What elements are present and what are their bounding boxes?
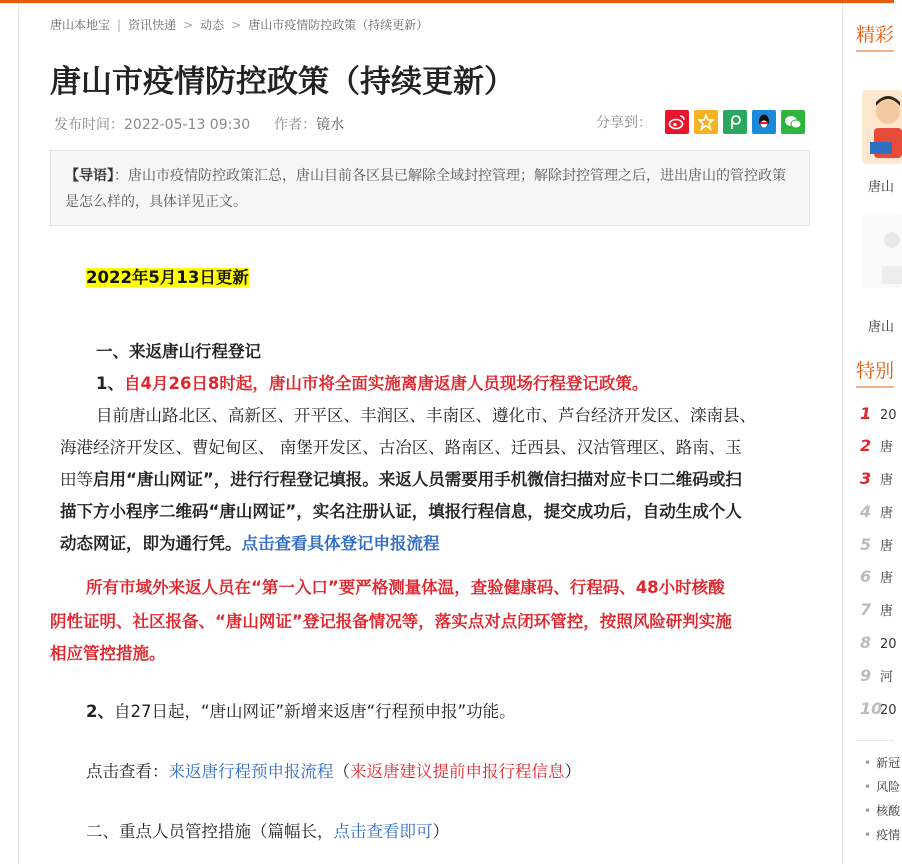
article-meta (54, 114, 344, 134)
share-label: 分享到： (596, 115, 652, 131)
paragraph1-line3b: 启用“唐山网证”，进行行程登记填报。来返人员需要用手机微信扫描对应卡口二维码或扫 (93, 470, 742, 489)
red-notice-line3: 相应管控措施。 (50, 644, 166, 663)
featured-thumbnail-placeholder[interactable] (862, 214, 902, 288)
sidebar-divider (856, 740, 894, 741)
section2-link[interactable]: 点击查看即可 (333, 822, 433, 841)
item1-text: 自4月26日8时起，唐山市将全面实施离唐返唐人员现场行程登记政策。 (123, 374, 649, 393)
breadcrumb-item-dynamic[interactable]: 动态 (200, 18, 225, 32)
rank-item[interactable]: 1 20 (860, 404, 897, 423)
advance-declaration-link[interactable]: 来返唐建议提前申报行程信息 (350, 762, 565, 781)
sidebar-heading-underline (856, 50, 894, 52)
update-heading: 2022年5月13日更新 (86, 268, 249, 287)
rank-item[interactable]: 7 唐 (860, 600, 894, 619)
rank-item[interactable]: 9 河 (860, 666, 894, 685)
right-sidebar (856, 0, 901, 864)
featured-caption-1[interactable]: 唐山 (868, 180, 895, 195)
paragraph1-line3a: 田等 (60, 470, 93, 489)
page-title: 唐山市疫情防控政策（持续更新） (50, 64, 515, 100)
red-notice-line2: 阴性证明、社区报备、“唐山网证”登记报备情况等，落实点对点闭环管控，按照风险研判实施 (50, 612, 732, 631)
section1-title: 一、来返唐山行程登记 (96, 342, 261, 361)
section2-text: 二、重点人员管控措施（篇幅长， (86, 822, 334, 841)
author-value: 镜水 (316, 117, 345, 133)
paragraph1-line4: 描下方小程序二维码“唐山网证”，实名注册认证，填报行程信息，提交成功后，自动生成个人 (60, 502, 742, 521)
item1-prefix: 1、 (96, 374, 124, 393)
pengyou-icon[interactable] (723, 110, 747, 134)
paragraph1-line1: 目前唐山路北区、高新区、开平区、丰润区、丰南区、遵化市、芦台经济开发区、滦南县、 (96, 406, 756, 425)
paren-open: （ (333, 762, 350, 781)
rank-item[interactable]: 6 唐 (860, 567, 894, 586)
pre-declaration-link[interactable]: 来返唐行程预申报流程 (168, 762, 334, 781)
sidebar-list-item[interactable]: • 核酸 (864, 802, 900, 819)
sidebar-list-item[interactable]: • 新冠 (864, 754, 900, 771)
breadcrumb-item-current: 唐山市疫情防控政策（持续更新） (248, 18, 429, 32)
rank-item[interactable]: 2 唐 (860, 436, 894, 455)
rank-item[interactable]: 8 20 (860, 633, 897, 652)
share-bar (596, 110, 805, 134)
qq-icon[interactable] (752, 110, 776, 134)
article-summary (50, 150, 810, 226)
summary-label: 【导语】 (65, 168, 114, 184)
click-view-label: 点击查看： (86, 762, 169, 781)
publish-time-label: 发布时间： (54, 117, 124, 133)
sidebar-heading-special: 特别 (856, 360, 895, 382)
weibo-icon[interactable] (665, 110, 689, 134)
wechat-icon[interactable] (781, 110, 805, 134)
right-divider (842, 3, 843, 864)
paren-close: ） (564, 762, 581, 781)
rank-item[interactable]: 1020 (860, 699, 897, 718)
registration-process-link[interactable]: 点击查看具体登记申报流程 (241, 534, 440, 553)
red-notice-line1: 所有市域外来返人员在“第一入口”要严格测量体温，查验健康码、行程码、48小时核酸 (86, 578, 725, 597)
sidebar-list-item[interactable]: • 疫情 (864, 826, 900, 843)
breadcrumb-separator: > (183, 18, 194, 32)
sidebar-list-item[interactable]: • 风险 (864, 778, 900, 795)
sidebar-heading-featured: 精彩 (856, 24, 895, 46)
publish-time-value: 2022-05-13 09:30 (124, 117, 251, 133)
top-accent-bar (0, 0, 894, 3)
paragraph1-line2: 海港经济开发区、曹妃甸区、 南堡开发区、古冶区、路南区、迁西县、汉沽管理区、路南、玉 (60, 438, 742, 457)
featured-caption-2[interactable]: 唐山 (868, 320, 895, 335)
featured-thumbnail[interactable] (862, 90, 902, 164)
qzone-icon[interactable] (694, 110, 718, 134)
sidebar-heading-underline (856, 386, 894, 388)
breadcrumb-separator: | (117, 18, 122, 32)
summary-text: ：唐山市疫情防控政策汇总，唐山目前各区县已解除全域封控管理；解除封控管理之后，进出唐山的管控政策是怎么样的，具体详见正文。 (65, 168, 786, 210)
paragraph1-line5: 动态网证，即为通行凭。 (60, 534, 242, 553)
rank-item[interactable]: 4 唐 (860, 502, 894, 521)
item2-prefix: 2、 (86, 702, 114, 721)
left-divider (18, 3, 19, 864)
breadcrumb-item-news[interactable]: 资讯快递 (128, 18, 177, 32)
breadcrumb-separator: > (231, 18, 242, 32)
rank-item[interactable]: 3 唐 (860, 469, 894, 488)
section2-close: ） (432, 822, 449, 841)
rank-item[interactable]: 5 唐 (860, 535, 894, 554)
author-label: 作者： (274, 117, 317, 133)
breadcrumb (50, 16, 428, 33)
breadcrumb-item-home[interactable]: 唐山本地宝 (50, 18, 111, 32)
item2-text: 自27日起，“唐山网证”新增来返唐“行程预申报”功能。 (113, 702, 516, 721)
